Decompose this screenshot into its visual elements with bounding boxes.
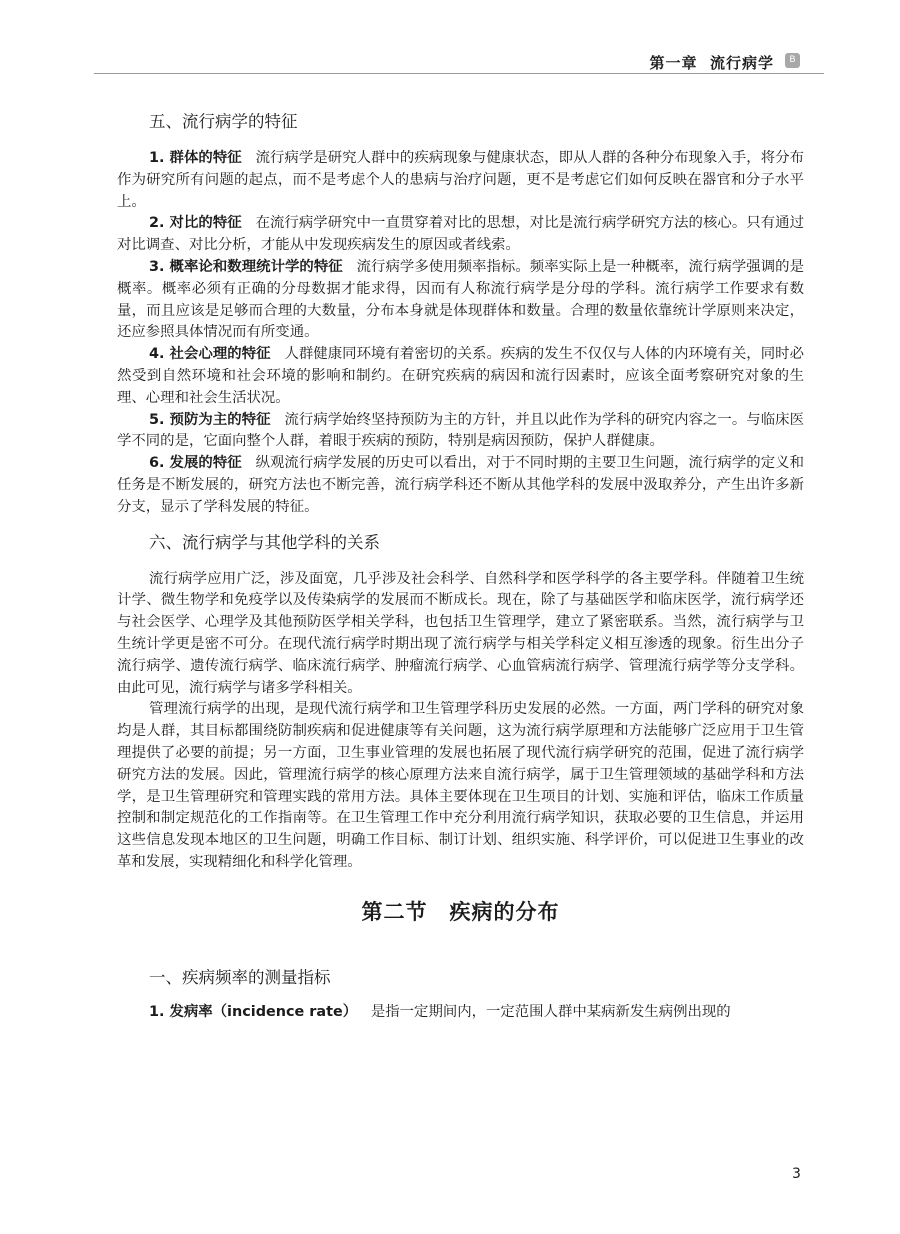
paragraph [117, 453, 804, 518]
item-text: 在流行病学研究中一直贯穿着对比的思想，对比是流行病学研究方法的核心。只有通过对比调查、对比分析，才能从中发现疾病发生的原因或者线索。 [117, 215, 804, 254]
paragraph [117, 213, 804, 257]
paragraph [117, 410, 804, 454]
header-subject: 流行病学 [709, 54, 774, 72]
item-text: 流行病学始终坚持预防为主的方针，并且以此作为学科的研究内容之一。与临床医学不同的是，它面向整个人群，着眼于疾病的预防，特别是病因预防，保护人群健康。 [117, 411, 804, 450]
subsection-heading: 一、疾病频率的测量指标 [149, 967, 331, 987]
page-body [117, 106, 804, 1024]
header-title [650, 52, 774, 73]
item-text: 流行病学多使用频率指标。频率实际上是一种概率，流行病学强调的是概率。概率必须有正确的分母数据才能求得，因而有人称流行病学是分母的学科。流行病学工作要求有数量，而且应该是足够而合理的大数量，分布本身就是体现群体和数量。合理的数量依靠统计学原则来决定，还应参照具体情况而有所变通。 [117, 258, 804, 341]
section-title [117, 896, 804, 928]
paragraph [117, 1002, 804, 1024]
item-label: 6. 发展的特征 [149, 455, 242, 472]
item-label: 1. 群体的特征 [149, 150, 242, 166]
paragraph [117, 344, 804, 409]
item-label: 3. 概率论和数理统计学的特征 [149, 258, 343, 275]
page-number: 3 [792, 1166, 801, 1182]
paragraph [117, 257, 804, 344]
header-badge-icon: B [785, 53, 800, 68]
item-label: 2. 对比的特征 [149, 215, 242, 232]
running-header [0, 52, 900, 76]
paragraph: 流行病学应用广泛，涉及面宽，几乎涉及社会科学、自然科学和医学科学的各主要学科。伴随着卫生统计学、微生物学和免疫学以及传染病学的发展而不断成长。现在，除了与基础医学和临床医学，流行病学还与社会医学、心理学及其他预防医学相关学科，也包括卫生管理学，建立了紧密联系。当然，流行病学与卫生统计学更是密不可分。在现代流行病学时期出现了流行病学与相关学科定义相互渗透的现象。衍生出分子流行病学、遗传流行病学、临床流行病学、肿瘤流行病学、心血管病流行病学、管理流行病学等分支学科。由此可见，流行病学与诸多学科相关。 [117, 570, 804, 696]
item-text: 流行病学是研究人群中的疾病现象与健康状态，即从人群的各种分布现象入手，将分布作为研究所有问题的起点，而不是考虑个人的患病与治疗问题，更不是考虑它们如何反映在器官和分子水平上。 [117, 150, 804, 210]
item-label: 4. 社会心理的特征 [149, 346, 271, 363]
header-rule [94, 73, 824, 74]
header-chapter: 第一章 [649, 54, 698, 72]
section-heading-relations: 六、流行病学与其他学科的关系 [149, 532, 380, 552]
paragraph: 管理流行病学的出现，是现代流行病学和卫生管理学科历史发展的必然。一方面，两门学科的研究对象均是人群，其目标都围绕防制疾病和促进健康等有关问题，这为流行病学原理和方法能够广泛应用于卫生管理提供了必要的前提；另一方面，卫生事业管理的发展也拓展了现代流行病学研究的范围，促进了流行病学研究方法的发展。因此，管理流行病学的核心原理方法来自流行病学，属于卫生管理领域的基础学科和方法学，是卫生管理研究和管理实践的常用方法。具体主要体现在卫生项目的计划、实施和评估，临床工作质量控制和制定规范化的工作指南等。在卫生管理工作中充分利用流行病学知识，获取必要的卫生信息，并运用这些信息发现本地区的卫生问题，明确工作目标、制订计划、组织实施、科学评价，可以促进卫生事业的改革和发展，实现精细化和科学化管理。 [117, 701, 804, 870]
section-number: 第二节 [361, 898, 428, 924]
paragraph [117, 148, 804, 213]
item-text: 纵观流行病学发展的历史可以看出，对于不同时期的主要卫生问题，流行病学的定义和任务是不断发展的，研究方法也不断完善，流行病学科还不断从其他学科的发展中汲取养分，产生出许多新分支，显示了学科发展的特征。 [117, 455, 804, 515]
item-label: 1. 发病率（incidence rate） [149, 1003, 358, 1020]
item-text: 人群健康同环境有着密切的关系。疾病的发生不仅仅与人体的内环境有关，同时必然受到自然环境和社会环境的影响和制约。在研究疾病的病因和流行因素时，应该全面考察研究对象的生理、心理和社会生活状况。 [117, 346, 804, 406]
section-heading-features: 五、流行病学的特征 [149, 112, 298, 131]
item-text: 是指一定期间内，一定范围人群中某病新发生病例出现的 [370, 1003, 731, 1020]
item-label: 5. 预防为主的特征 [149, 411, 271, 428]
section-name: 疾病的分布 [449, 898, 560, 924]
